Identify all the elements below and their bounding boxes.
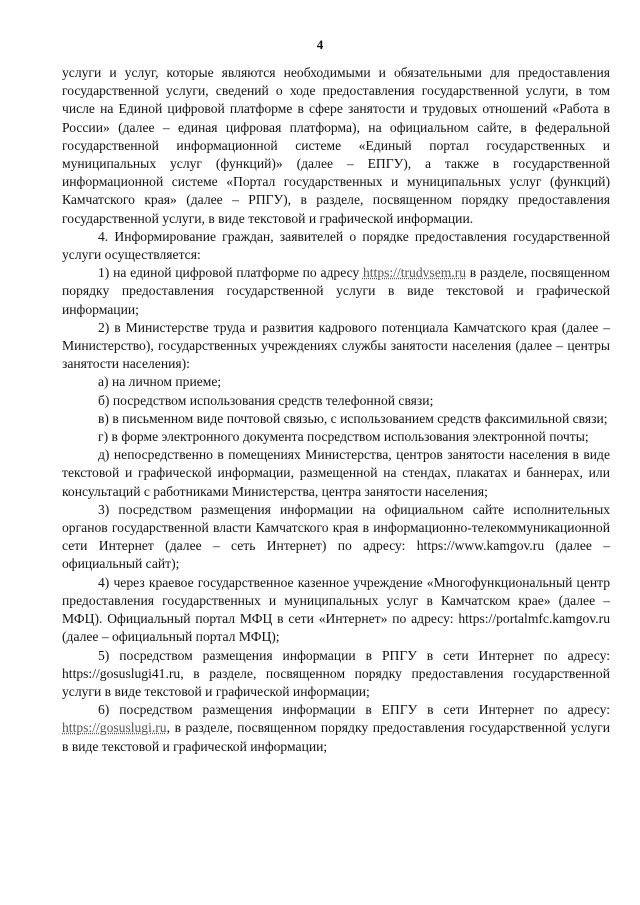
paragraph-text: 3) посредством размещения информации на официальном сайте исполнительных органов государственной власти Камчатского края в информационно-телекоммуникационной сети Интернет (далее – сеть Интернет) по адресу: https://www.kamgov.ru (далее – официальный сайт); (62, 501, 610, 572)
paragraph (62, 574, 610, 647)
document-body (62, 64, 610, 756)
paragraph-text: 2) в Министерстве труда и развития кадрового потенциала Камчатского края (далее – Министерство), государственных учреждениях службы занятости населения (далее – центры занятости населения): (62, 319, 610, 372)
paragraph-text: 6) посредством размещения информации в ЕПГУ в сети Интернет по адресу: (98, 702, 610, 718)
paragraph-text: 5) посредством размещения информации в РПГУ в сети Интернет по адресу: https://gosuslugi41.ru, в разделе, посвященном порядку предоставления государственной услуги в виде текстовой и графической информации; (62, 647, 610, 699)
paragraph (62, 228, 610, 264)
paragraph (62, 319, 610, 374)
paragraph-text: в) в письменном виде почтовой связью, с использованием средств факсимильной связи; (98, 410, 608, 426)
paragraph-text: услуги и услуг, которые являются необходимыми и обязательными для предоставления государственной услуги, сведений о ходе предоставления государственной услуги, в том числе на Единой цифровой платформе в сфере занятости и трудовых отношений «Работа в России» (далее – единая цифровая платформа), на официальном сайте, в федеральной государственной информационной системе «Единый портал государственных и муниципальных услуг (функций)» (далее – ЕПГУ), а также в государственной информационной системе «Портал государственных и муниципальных услуг (функций) Камчатского края» (далее – РПГУ), в разделе, посвященном порядку предоставления государственной услуги, в виде текстовой и графической информации. (62, 65, 610, 226)
paragraph (62, 501, 610, 574)
paragraph-text: г) в форме электронного документа посредством использования электронной почты; (98, 429, 589, 445)
paragraph (62, 410, 610, 428)
paragraph-text: 1) на единой цифровой платформе по адресу (98, 265, 363, 281)
paragraph (62, 64, 610, 228)
paragraph-text: д) непосредственно в помещениях Министерства, центров занятости населения в виде текстовой и графической информации, размещенной на стендах, плакатах и баннерах, или консультаций с работниками Министерства, центра занятости населения; (62, 447, 610, 499)
paragraph (62, 701, 610, 756)
paragraph (62, 373, 610, 391)
paragraph-text: , в разделе, посвященном порядку предоставления государственной услуги в виде текстовой и графической информации; (62, 720, 610, 754)
paragraph-text: б) посредством использования средств телефонной связи; (98, 392, 434, 408)
paragraph-text: 4. Информирование граждан, заявителей о порядке предоставления государственной услуги осуществляется: (62, 228, 610, 263)
hyperlink[interactable]: https://trudvsem.ru (362, 265, 467, 281)
paragraph (62, 446, 610, 501)
paragraph (62, 647, 610, 702)
page-number: 4 (316, 37, 324, 52)
hyperlink[interactable]: https://gosuslugi.ru (62, 720, 167, 736)
paragraph-text: а) на личном приеме; (98, 374, 222, 390)
paragraph (62, 392, 610, 410)
paragraph-text: 4) через краевое государственное казенное учреждение «Многофункциональный центр предоставления государственных и муниципальных услуг в Камчатском крае» (далее – МФЦ). Официальный портал МФЦ в сети «Интернет» по адресу: https://portalmfc.kamgov.ru (далее – официальный портал МФЦ); (62, 574, 610, 645)
paragraph (62, 264, 610, 319)
paragraph-text: в разделе, посвященном порядку предоставления государственной услуги в виде текстовой и графической информации; (62, 265, 610, 317)
paragraph (62, 428, 610, 446)
